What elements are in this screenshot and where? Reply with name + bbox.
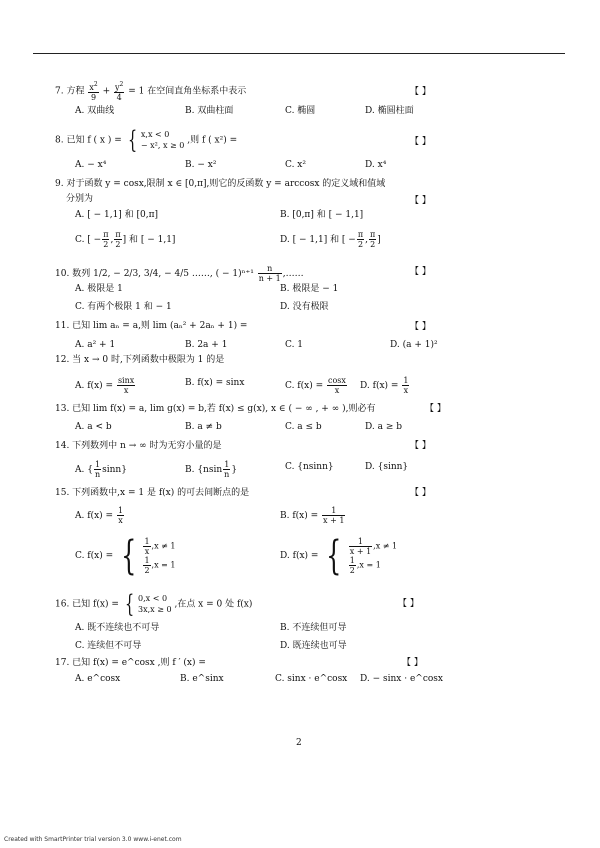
fraction-y2-4: $\frac{y^2}{4}$: [114, 81, 124, 102]
option-d: D. {sinn}: [365, 462, 409, 472]
option-b: B. {nsin $\frac{1}{n}$ }: [185, 460, 238, 479]
option-c: C. x²: [285, 160, 306, 170]
option-c: C. 有两个极限 1 和 − 1: [75, 302, 172, 312]
option-b: B. e^sinx: [180, 674, 224, 684]
brace-icon: {: [124, 590, 134, 618]
question-text: 13. 已知 lim f(x) = a, lim g(x) = b,若 f(x) ≤ g(x), x ∈ ( − ∞ , + ∞ ),则必有: [55, 404, 376, 414]
answer-bracket-16: 【 】: [398, 599, 419, 609]
question-text: 12. 当 x → 0 时,下列函数中极限为 1 的是: [55, 355, 225, 365]
option-b: B. a ≠ b: [185, 422, 222, 432]
brace-icon: {: [127, 126, 137, 154]
option-a: A. e^cosx: [75, 674, 121, 684]
option-a: A. { $\frac{1}{n}$ sinn}: [75, 460, 127, 479]
question-17: [55, 657, 570, 669]
option-c: C. {nsinn}: [285, 462, 334, 472]
question-text: ,在点 x = 0 处 f(x): [174, 599, 253, 610]
question-9: [55, 178, 570, 190]
options-17: [75, 672, 575, 686]
answer-bracket-10: 【 】: [410, 267, 431, 277]
question-text: 数列: [72, 269, 91, 279]
options-15-ab: [75, 506, 575, 528]
option-d: D. 既连续也可导: [280, 641, 347, 651]
option-b: B. 不连续但可导: [280, 623, 347, 633]
question-text: 已知 f ( x ) =: [66, 135, 122, 146]
option-a: A. 双曲线: [75, 106, 115, 116]
brace-icon: {: [121, 533, 137, 579]
options-10-ab: [75, 282, 575, 296]
option-b: B. 双曲柱面: [185, 106, 234, 116]
option-b: B. − x²: [185, 160, 217, 170]
question-11: [55, 320, 570, 332]
piecewise-cases: 0,x < 0 3x,x ≥ 0: [138, 594, 172, 614]
options-11: [75, 338, 575, 352]
answer-bracket-17: 【 】: [402, 658, 423, 668]
question-14: [55, 440, 570, 452]
option-b: B. f(x) = $\frac{1}{x + 1}$: [280, 506, 345, 525]
question-9-line2: [66, 193, 570, 205]
fraction-x2-9: $\frac{x^2}{9}$: [89, 81, 98, 102]
option-a: A. f(x) = $\frac{1}{x}$: [75, 506, 124, 525]
question-text: 14. 下列数列中 n → ∞ 时为无穷小量的是: [55, 441, 222, 451]
fraction-n-n1: $\frac{n}{n + 1}$: [258, 264, 281, 283]
option-c: C. a ≤ b: [285, 422, 322, 432]
answer-bracket-13: 【 】: [425, 404, 446, 414]
option-d: D. 椭圆柱面: [365, 106, 414, 116]
options-9-ab: [75, 208, 575, 222]
question-16: [55, 592, 570, 616]
options-10-cd: [75, 300, 575, 314]
option-c: C. f(x) = $\frac{\cos x}{x}$: [285, 376, 346, 395]
option-b: B. [0,π] 和 [ − 1,1]: [280, 210, 364, 220]
option-c: C. 1: [285, 340, 304, 350]
footer-watermark: Created with SmartPrinter trial version 3.0 www.i-enet.com: [4, 836, 182, 843]
question-13: [55, 403, 570, 415]
question-15: [55, 487, 570, 499]
answer-bracket-14: 【 】: [410, 441, 431, 451]
question-text: 11. 已知 lim aₙ = a,则 lim (aₙ² + 2aₙ + 1) =: [55, 321, 248, 331]
question-12: [55, 354, 570, 366]
brace-icon: {: [326, 533, 342, 579]
piecewise-cases: x,x < 0 − x², x ≥ 0: [140, 130, 185, 150]
option-a: A. a² + 1: [75, 340, 116, 350]
options-13: [75, 420, 575, 434]
option-a: A. [ − 1,1] 和 [0,π]: [75, 210, 159, 220]
answer-bracket-11: 【 】: [410, 322, 431, 332]
option-c: C. f(x) = { $\frac{1}{x}$ ,x ≠ 1 $\frac{1}{2}$ ,x = 1: [75, 533, 176, 579]
page-number: 2: [296, 738, 302, 748]
answer-bracket-15: 【 】: [410, 488, 431, 498]
answer-bracket-9: 【 】: [410, 196, 431, 206]
question-10: 10. 数列 1/2, − 2/3, 3/4, − 4/5 ……, ( − 1)ⁿ⁺¹ $\frac{n}{n + 1}$ ,……: [55, 264, 304, 283]
question-text: 17. 已知 f(x) = e^cosx ,则 f ′ (x) =: [55, 658, 206, 668]
option-b: B. 极限是 − 1: [280, 284, 339, 294]
option-d: D. f(x) = { $\frac{1}{x + 1}$ ,x ≠ 1 $\frac{1}{2}$ ,x = 1: [280, 533, 398, 579]
question-number: 8.: [55, 135, 64, 146]
option-b: B. f(x) = sinx: [185, 378, 245, 388]
option-d: D. − sinx · e^cosx: [360, 674, 443, 684]
option-d: D. [ − 1,1] 和 [ − $\frac{\pi}{2}$ , $\frac{\pi}{2}$ ]: [280, 230, 381, 249]
option-d: D. (a + 1)²: [390, 340, 438, 350]
options-8: [75, 158, 575, 172]
option-a: A. − x⁴: [75, 160, 107, 170]
option-a: A. f(x) = $\frac{\sin x}{x}$: [75, 376, 135, 395]
option-d: D. a ≥ b: [365, 422, 403, 432]
options-7: [75, 104, 575, 118]
question-number: 10.: [55, 269, 70, 279]
option-d: D. 没有极限: [280, 302, 329, 312]
options-14: [75, 460, 575, 480]
options-15-cd: [75, 533, 575, 582]
option-b: B. 2a + 1: [185, 340, 228, 350]
question-text: = 1 在空间直角坐标系中表示: [128, 86, 247, 97]
question-text: ,则 f ( x²) =: [187, 135, 238, 146]
question-text: 分别为: [66, 194, 94, 204]
sequence-terms: 1/2, − 2/3, 3/4, − 4/5 ……, ( − 1)ⁿ⁺¹: [93, 269, 254, 279]
option-a: A. 极限是 1: [75, 284, 123, 294]
option-c: C. [ − $\frac{\pi}{2}$ , $\frac{\pi}{2}$ ] 和 [ − 1,1]: [75, 230, 176, 249]
option-a: A. a < b: [75, 422, 112, 432]
option-d: D. f(x) = $\frac{1}{x}$: [360, 376, 409, 395]
options-12: [75, 376, 575, 396]
options-9-cd: [75, 230, 575, 250]
options-16-cd: [75, 639, 575, 653]
option-c: C. 连续但不可导: [75, 641, 142, 651]
question-text: 方程: [66, 86, 85, 97]
option-a: A. 既不连续也不可导: [75, 623, 160, 633]
question-number: 7.: [55, 86, 64, 97]
question-text: 16. 已知 f(x) =: [55, 599, 119, 610]
answer-bracket-7: 【 】: [410, 87, 431, 97]
options-16-ab: [75, 621, 575, 635]
option-c: C. sinx · e^cosx: [275, 674, 348, 684]
question-7: 7. 方程 $\frac{x^2}{9}$ + $\frac{y^2}{4}$ = 1 在空间直角坐标系中表示: [55, 81, 247, 102]
header-rule: [33, 53, 565, 54]
option-d: D. x⁴: [365, 160, 387, 170]
question-text: 9. 对于函数 y = cosx,限制 x ∈ [0,π],则它的反函数 y = arccosx 的定义域和值域: [55, 179, 386, 189]
question-text: 15. 下列函数中,x = 1 是 f(x) 的可去间断点的是: [55, 488, 250, 498]
option-c: C. 椭圆: [285, 106, 316, 116]
question-8: [55, 128, 570, 152]
answer-bracket-8: 【 】: [410, 137, 431, 147]
